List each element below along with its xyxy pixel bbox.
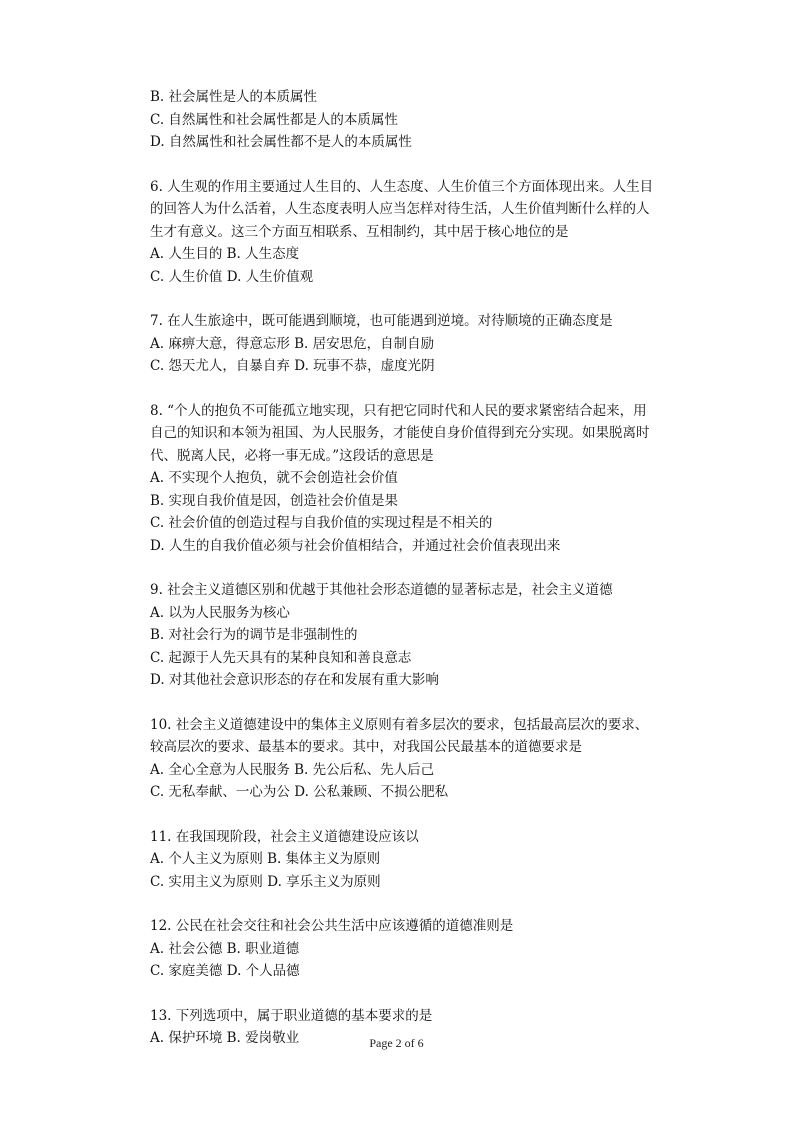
- text-line: A. 麻痹大意，得意忘形 B. 居安思危，自制自励: [150, 335, 435, 352]
- paragraph-spacer: [150, 557, 680, 579]
- text-line: A. 不实现个人抱负，就不会创造社会价值: [150, 470, 398, 486]
- paragraph-spacer: [150, 804, 680, 826]
- text-line: 代、脱离人民，必将一事无成。”这段话的意思是: [150, 447, 434, 464]
- text-line: 12. 公民在社会交往和社会公共生活中应该遵循的道德准则是: [150, 918, 514, 934]
- text-line: 6. 人生观的作用主要通过人生目的、人生态度、人生价值三个方面体现出来。人生目: [150, 178, 654, 195]
- text-line: 自己的知识和本领为祖国、为人民服务，才能使自身价值得到充分实现。如果脱离时: [150, 425, 650, 441]
- text-line: C. 家庭美德 D. 个人品德: [150, 963, 300, 979]
- text-line: B. 对社会行为的调节是非强制性的: [150, 627, 358, 643]
- text-line: A. 个人主义为原则 B. 集体主义为原则: [150, 851, 381, 867]
- text-line: D. 自然属性和社会属性都不是人的本质属性: [150, 134, 412, 150]
- text-line: C. 无私奉献、一心为公 D. 公私兼顾、不损公肥私: [150, 784, 449, 800]
- text-line: C. 人生价值 D. 人生价值观: [150, 268, 314, 285]
- paragraph-spacer: [150, 154, 680, 176]
- page-footer: Page 2 of 6: [369, 1036, 424, 1050]
- text-line: C. 怨天尤人，自暴自弃 D. 玩事不恭，虚度光阴: [150, 358, 435, 374]
- text-line: C. 社会价值的创造过程与自我价值的实现过程是不相关的: [150, 515, 493, 531]
- text-line: D. 对其他社会意识形态的存在和发展有重大影响: [150, 672, 439, 688]
- text-line: 10. 社会主义道德建设中的集体主义原则有着多层次的要求，包括最高层次的要求、: [150, 716, 649, 733]
- text-line: 7. 在人生旅途中，既可能遇到顺境，也可能遇到逆境。对待顺境的正确态度是: [150, 313, 613, 329]
- text-line: C. 自然属性和社会属性都是人的本质属性: [150, 111, 398, 128]
- text-line: A. 保护环境 B. 爱岗敬业: [150, 1030, 300, 1046]
- paragraph-spacer: [150, 692, 680, 714]
- text-line: A. 以为人民服务为核心: [150, 604, 290, 621]
- paragraph-spacer: [150, 983, 680, 1005]
- text-line: 8. “个人的抱负不可能孤立地实现，只有把它同时代和人民的要求紧密结合起来，用: [150, 402, 647, 419]
- text-line: 较高层次的要求、最基本的要求。其中，对我国公民最基本的道德要求是: [150, 739, 582, 755]
- text-line: C. 实用主义为原则 D. 享乐主义为原则: [150, 873, 381, 890]
- text-line: B. 社会属性是人的本质属性: [150, 89, 318, 105]
- text-line: 11. 在我国现阶段，社会主义道德建设应该以: [150, 828, 419, 845]
- text-line: 生才有意义。这三个方面互相联系、互相制约，其中居于核心地位的是: [150, 223, 569, 240]
- text-line: A. 人生目的 B. 人生态度: [150, 246, 300, 262]
- text-line: A. 全心全意为人民服务 B. 先公后私、先人后己: [150, 761, 435, 778]
- text-line: B. 实现自我价值是因，创造社会价值是果: [150, 492, 399, 509]
- paragraph-spacer: [150, 378, 680, 400]
- page-body: [150, 86, 680, 1050]
- text-line: C. 起源于人先天具有的某种良知和善良意志: [150, 649, 412, 666]
- text-line: 13. 下列选项中，属于职业道德的基本要求的是: [150, 1007, 433, 1024]
- paragraph-spacer: [150, 288, 680, 310]
- text-line: D. 人生的自我价值必须与社会价值相结合，并通过社会价值表现出来: [150, 537, 561, 554]
- text-line: 的回答人为什么活着，人生态度表明人应当怎样对待生活，人生价值判断什么样的人: [150, 201, 650, 217]
- text-line: 9. 社会主义道德区别和优越于其他社会形态道德的显著标志是，社会主义道德: [150, 582, 613, 598]
- paragraph-spacer: [150, 893, 680, 915]
- text-line: A. 社会公德 B. 职业道德: [150, 940, 300, 957]
